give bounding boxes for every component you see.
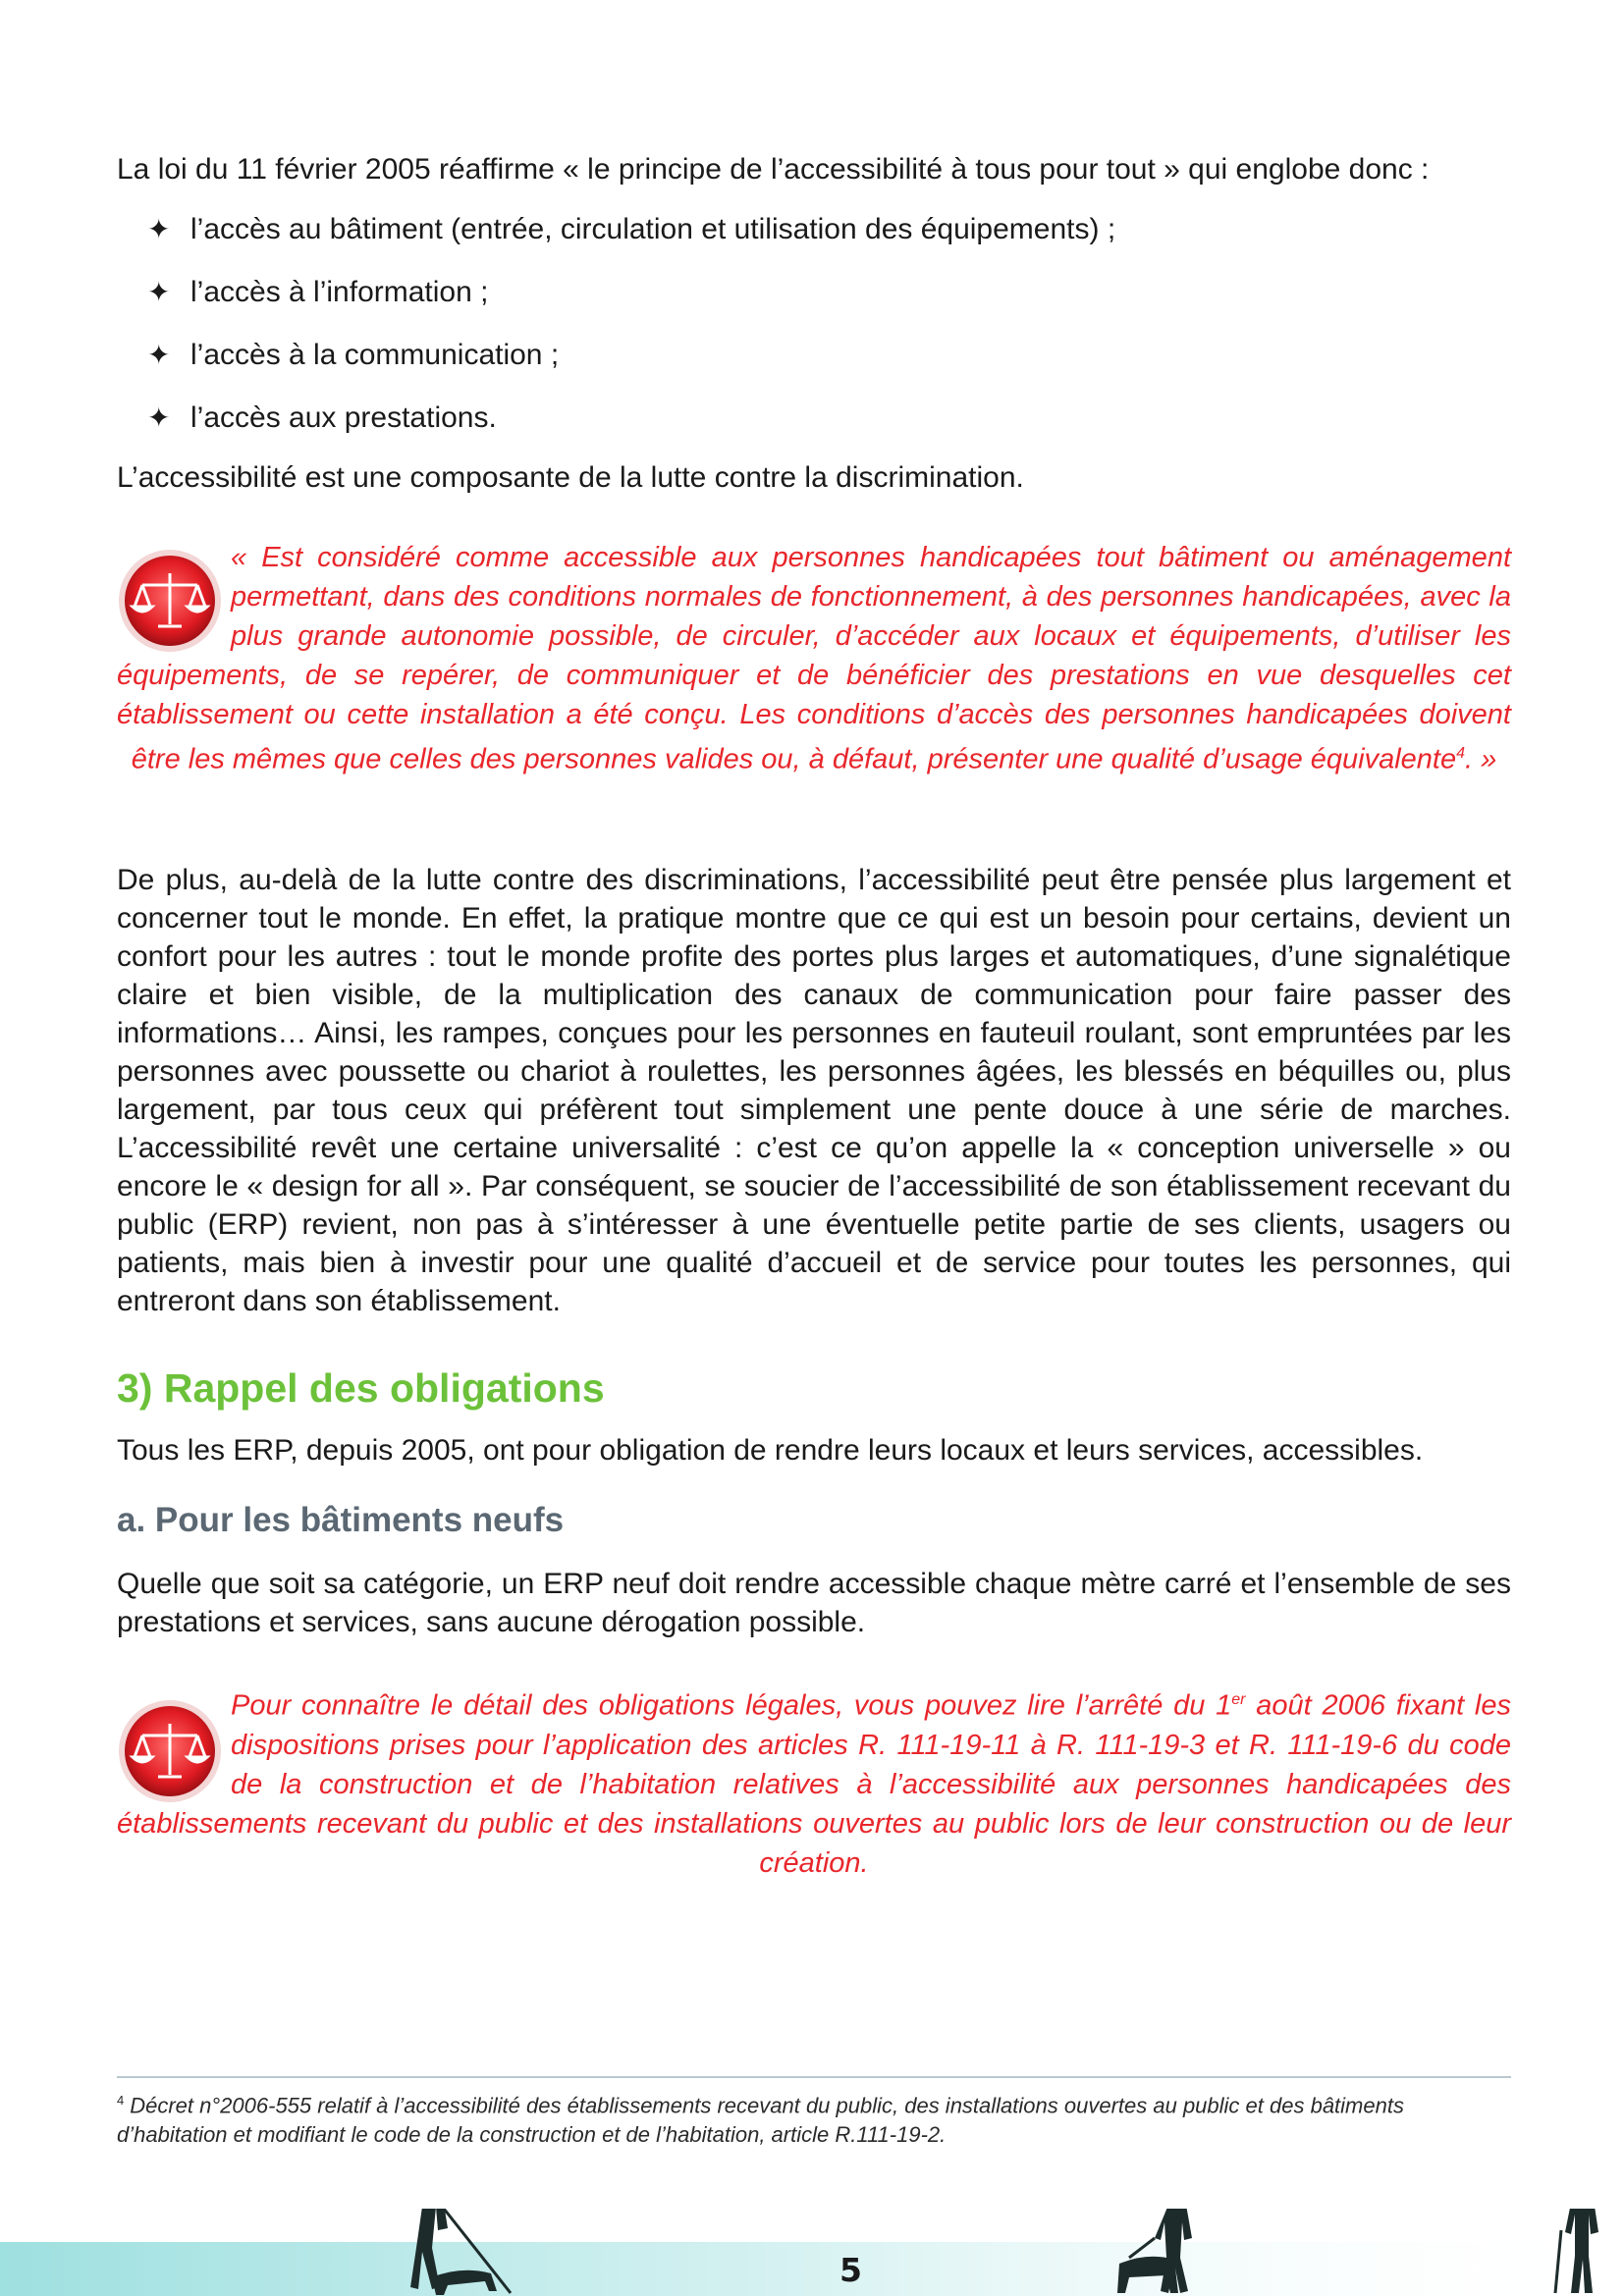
- legal-note-before: Pour connaître le détail des obligations légales, vous pouvez lire l’arrêté du 1: [231, 1689, 1232, 1722]
- universal-design-paragraph: De plus, au-delà de la lutte contre des discriminations, l’accessibilité peut être pensée plus largement et concerner tout le monde. En effet, la pratique montre que ce qui est un besoin pour certains, devient un confort pour les autres : tout le monde profite des portes plus larges et automatiques, d’une signalétique claire et bien visible, de la multiplication des canaux de communication pour faire passer des informations… Ainsi, les rampes, conçues pour les personnes en fauteuil roulant, sont empruntées par les personnes avec poussette ou chariot à roulettes, les personnes âgées, les blessés en béquilles ou, plus largement, par tous ceux qui préfèrent tout simplement une pente douce à une série de marches. L’accessibilité revêt une certaine universalité : c’est ce qu’on appelle la « conception universelle » ou encore le « design for all ». Par conséquent, se soucier de l’accessibilité de son établissement recevant du public (ERP) revient, non pas à s’intéresser à une éventuelle petite partie de ses clients, usagers ou patients, mais bien à investir pour une qualité d’accueil et de service pour toutes les personnes, qui entreront dans son établissement.: [117, 864, 1511, 1317]
- list-item-text: l’accès à l’information ;: [190, 276, 489, 308]
- footnote: [117, 2086, 1511, 2150]
- page-number: 5: [839, 2251, 862, 2289]
- footnote-reference: 4: [1456, 745, 1466, 762]
- legal-quote-box: [117, 538, 1511, 779]
- star-bullet-icon: ✦: [147, 277, 171, 307]
- subsection-heading: a. Pour les bâtiments neufs: [117, 1501, 565, 1539]
- superscript-er: er: [1231, 1691, 1246, 1708]
- legal-note-box: [117, 1681, 1511, 1883]
- list-item: [147, 399, 1115, 461]
- section-intro: Tous les ERP, depuis 2005, ont pour obligation de rendre leurs locaux et leurs services, accessibles.: [117, 1434, 1424, 1467]
- access-list: [147, 210, 1115, 461]
- footnote-divider: [117, 2076, 1511, 2078]
- legal-note-after: août 2006 fixant les dispositions prises pour l’application des articles R. 111-19-11 à R. 111-19-3 et R. 111-19-6 du code de la construction et de l’habitation relatives à l’accessibilité aux personnes handicapées des établissements recevant du public et des installations ouvertes au public lors de leur construction ou de leur création.: [117, 1689, 1511, 1879]
- intro-paragraph: La loi du 11 février 2005 réaffirme « le principe de l’accessibilité à tous pour tout » qui englobe donc :: [117, 153, 1430, 186]
- list-item: [147, 210, 1115, 273]
- new-buildings-paragraph: Quelle que soit sa catégorie, un ERP neuf doit rendre accessible chaque mètre carré et l’ensemble de ses prestations et services, sans aucune dérogation possible.: [117, 1568, 1511, 1638]
- discrimination-sentence: L’accessibilité est une composante de la lutte contre la discrimination.: [117, 461, 1024, 494]
- footnote-text: Décret n°2006-555 relatif à l’accessibilité des établissements recevant du public, des installations ouvertes au public et des bâtiments d’habitation et modifiant le code de la construction et de l’habitation, article R.111-19-2.: [117, 2093, 1404, 2148]
- star-bullet-icon: ✦: [147, 402, 171, 433]
- list-item: [147, 273, 1115, 336]
- list-item-text: l’accès aux prestations.: [190, 401, 497, 434]
- justice-scales-icon: [117, 548, 223, 654]
- legal-note-text: [117, 1681, 1511, 1883]
- star-bullet-icon: ✦: [147, 340, 171, 370]
- list-item-text: l’accès à la communication ;: [190, 339, 560, 371]
- legal-quote-end: . »: [1465, 743, 1497, 775]
- footnote-mark: 4: [117, 2093, 125, 2108]
- list-item-text: l’accès au bâtiment (entrée, circulation et utilisation des équipements) ;: [190, 213, 1116, 245]
- star-bullet-icon: ✦: [147, 214, 171, 244]
- section-heading: 3) Rappel des obligations: [117, 1365, 605, 1411]
- justice-scales-icon: [117, 1698, 223, 1804]
- legal-quote-text: [117, 538, 1511, 779]
- legal-quote-body: « Est considéré comme accessible aux personnes handicapées tout bâtiment ou aménagement permettant, dans des conditions normales de fonctionnement, à des personnes handicapées, avec la plus grande autonomie possible, de circuler, d’accéder aux locaux et équipements, d’utiliser les équipements, de se repérer, de communiquer et de bénéficier des prestations en vue desquelles cet établissement ou cette installation a été conçu. Les conditions d’accès des personnes handicapées doivent être les mêmes que celles des personnes valides ou, à défaut, présenter une qualité d’usage équivalente: [117, 542, 1511, 775]
- list-item: [147, 336, 1115, 399]
- footer-illustration: [0, 2209, 1624, 2296]
